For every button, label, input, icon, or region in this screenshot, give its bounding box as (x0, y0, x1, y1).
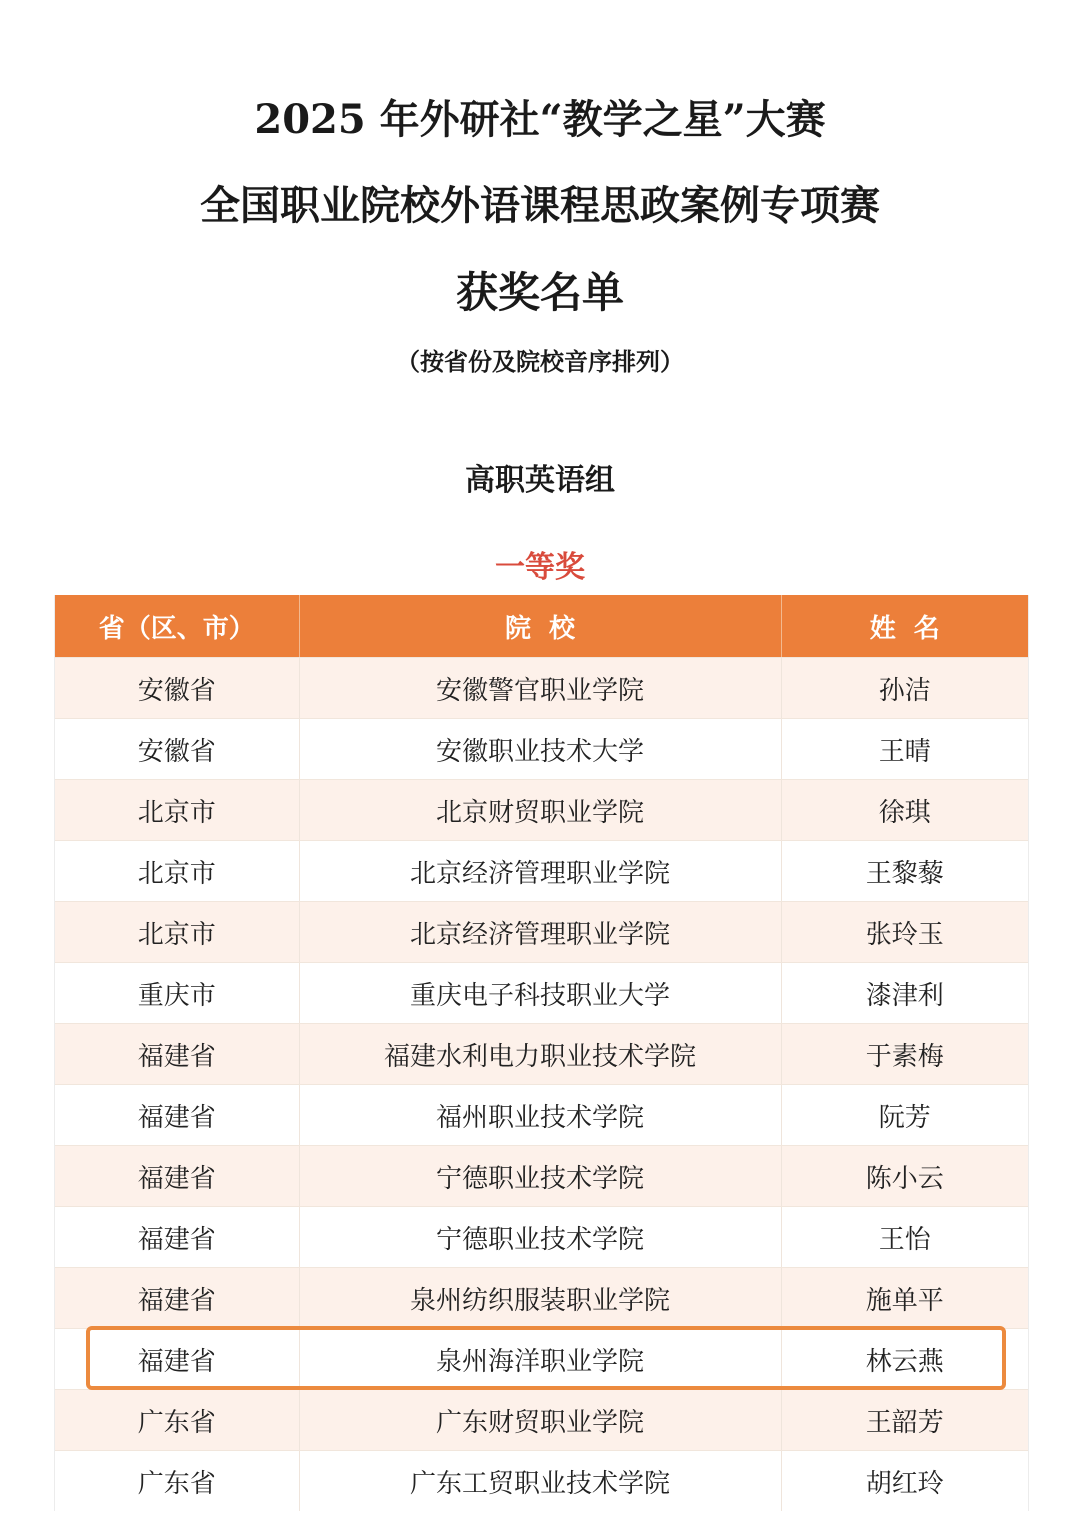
province-cell: 福建省 (55, 1085, 300, 1145)
table-row (55, 1145, 1028, 1206)
name-cell: 孙洁 (878, 675, 931, 706)
name-cell: 漆津利 (865, 980, 944, 1011)
table-row (55, 657, 1028, 718)
province-cell: 福建省 (55, 1207, 300, 1267)
province-cell: 北京市 (55, 780, 300, 840)
header-name: 姓 名 (869, 613, 940, 644)
table-row (55, 1389, 1028, 1450)
name-cell: 王黎藜 (865, 858, 944, 889)
table-header (55, 595, 1028, 657)
name-cell: 于素梅 (865, 1041, 944, 1072)
school-cell: 宁德职业技术学院 (300, 1146, 782, 1206)
award-table (54, 595, 1029, 1511)
name-cell: 阮芳 (878, 1102, 931, 1133)
province-cell: 福建省 (55, 1268, 300, 1328)
title-line-2: 全国职业院校外语课程思政案例专项赛 (200, 182, 880, 229)
school-cell: 北京经济管理职业学院 (300, 902, 782, 962)
school-cell: 广东工贸职业技术学院 (300, 1451, 782, 1511)
table-row (55, 1450, 1028, 1511)
table-row (55, 962, 1028, 1023)
province-cell: 北京市 (55, 902, 300, 962)
school-cell: 北京财贸职业学院 (300, 780, 782, 840)
name-cell: 王怡 (878, 1224, 931, 1255)
name-cell: 王晴 (878, 736, 931, 767)
name-cell: 胡红玲 (865, 1468, 944, 1499)
province-cell: 安徽省 (55, 658, 300, 718)
name-cell: 陈小云 (865, 1163, 944, 1194)
prize-title: 一等奖 (495, 550, 585, 585)
table-row (55, 1023, 1028, 1084)
name-cell: 张玲玉 (865, 919, 944, 950)
province-cell: 安徽省 (55, 719, 300, 779)
table-row (55, 901, 1028, 962)
table-row (55, 1328, 1028, 1389)
school-cell: 福建水利电力职业技术学院 (300, 1024, 782, 1084)
school-cell: 重庆电子科技职业大学 (300, 963, 782, 1023)
province-cell: 广东省 (55, 1451, 300, 1511)
school-cell: 广东财贸职业学院 (300, 1390, 782, 1450)
school-cell: 泉州纺织服装职业学院 (300, 1268, 782, 1328)
header-province: 省（区、市） (55, 595, 300, 657)
school-cell: 福州职业技术学院 (300, 1085, 782, 1145)
school-cell: 泉州海洋职业学院 (300, 1329, 782, 1389)
name-cell: 徐琪 (878, 797, 931, 828)
header-school: 院 校 (300, 595, 782, 657)
name-cell: 林云燕 (865, 1346, 944, 1377)
table-row (55, 1206, 1028, 1267)
province-cell: 福建省 (55, 1024, 300, 1084)
province-cell: 福建省 (55, 1329, 300, 1389)
name-cell: 王韶芳 (865, 1407, 944, 1438)
table-body (55, 657, 1028, 1511)
school-cell: 北京经济管理职业学院 (300, 841, 782, 901)
province-cell: 福建省 (55, 1146, 300, 1206)
title-line-1: 2025 年外研社“教学之星”大赛 (254, 96, 826, 143)
table-row (55, 718, 1028, 779)
province-cell: 重庆市 (55, 963, 300, 1023)
school-cell: 安徽职业技术大学 (300, 719, 782, 779)
school-cell: 安徽警官职业学院 (300, 658, 782, 718)
school-cell: 宁德职业技术学院 (300, 1207, 782, 1267)
table-row (55, 1267, 1028, 1328)
province-cell: 北京市 (55, 841, 300, 901)
table-row (55, 840, 1028, 901)
name-cell: 施单平 (865, 1285, 944, 1316)
title-line-3: 获奖名单 (455, 268, 624, 317)
group-title: 高职英语组 (465, 463, 615, 498)
province-cell: 广东省 (55, 1390, 300, 1450)
table-row (55, 779, 1028, 840)
table-row (55, 1084, 1028, 1145)
sort-note: （按省份及院校音序排列） (396, 347, 684, 376)
